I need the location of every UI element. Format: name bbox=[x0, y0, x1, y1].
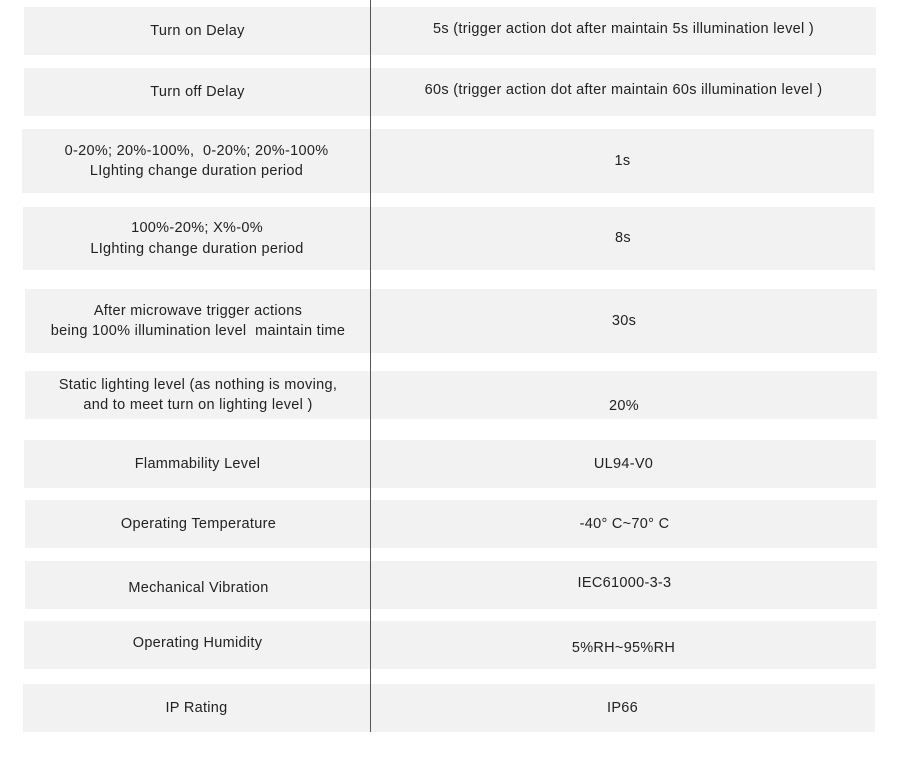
row-label-line: and to meet turn on lighting level ) bbox=[83, 397, 313, 413]
row-value: 60s (trigger action dot after maintain 60s illumination level ) bbox=[424, 82, 823, 98]
row-value: 20% bbox=[609, 397, 639, 414]
row-value: 1s bbox=[614, 152, 631, 169]
row-label bbox=[24, 68, 371, 116]
table-row-operating-temperature bbox=[25, 500, 877, 548]
table-row-turn-on-delay bbox=[24, 7, 876, 55]
row-label-line: Mechanical Vibration bbox=[128, 579, 269, 596]
row-label bbox=[24, 7, 371, 55]
row-label bbox=[25, 561, 372, 609]
row-value: IP66 bbox=[606, 699, 639, 716]
table-row-ip-rating bbox=[23, 684, 875, 732]
row-label-line: Operating Temperature bbox=[120, 515, 277, 532]
row-label-line: Flammability Level bbox=[134, 455, 261, 472]
row-label bbox=[23, 684, 370, 732]
row-label-line: 100%-20%; X%-0% bbox=[131, 220, 263, 236]
row-label-line: 0-20%; 20%-100%, 0-20%; 20%-100% bbox=[64, 142, 329, 159]
row-label-line: Operating Humidity bbox=[132, 635, 263, 651]
row-label bbox=[24, 621, 371, 669]
table-row-rise-duration bbox=[22, 129, 874, 193]
row-label-line: being 100% illumination level maintain time bbox=[50, 323, 346, 339]
table-row-fall-duration bbox=[23, 207, 875, 270]
row-label bbox=[22, 129, 371, 193]
row-value: IEC61000-3-3 bbox=[577, 575, 672, 591]
row-label-line: Turn on Delay bbox=[150, 22, 245, 39]
table-row-flammability-level bbox=[24, 440, 876, 488]
row-value: 30s bbox=[611, 312, 637, 329]
row-label bbox=[24, 440, 371, 488]
table-row-maintain-time bbox=[25, 289, 877, 353]
row-value: 8s bbox=[615, 230, 631, 247]
table-row-static-lighting-level bbox=[25, 371, 877, 419]
row-label-line: LIghting change duration period bbox=[89, 163, 304, 179]
table-row-turn-off-delay bbox=[24, 68, 876, 116]
row-value: 5%RH~95%RH bbox=[571, 639, 676, 656]
table-row-operating-humidity bbox=[24, 621, 876, 669]
row-label-line: IP Rating bbox=[165, 699, 228, 716]
row-value: 5s (trigger action dot after maintain 5s illumination level ) bbox=[433, 21, 814, 37]
row-value: -40° C~70° C bbox=[579, 515, 670, 532]
row-label-line: Static lighting level (as nothing is moving, bbox=[58, 376, 338, 393]
table-row-mechanical-vibration bbox=[25, 561, 877, 609]
row-value: UL94-V0 bbox=[593, 455, 654, 472]
column-divider bbox=[370, 0, 371, 732]
row-label bbox=[23, 207, 371, 270]
row-label-line: Turn off Delay bbox=[150, 83, 245, 100]
row-label-line: LIghting change duration period bbox=[90, 240, 304, 257]
row-label-line: After microwave trigger actions bbox=[93, 302, 303, 319]
row-label bbox=[25, 289, 371, 353]
row-label bbox=[25, 500, 372, 548]
row-label bbox=[25, 371, 371, 419]
